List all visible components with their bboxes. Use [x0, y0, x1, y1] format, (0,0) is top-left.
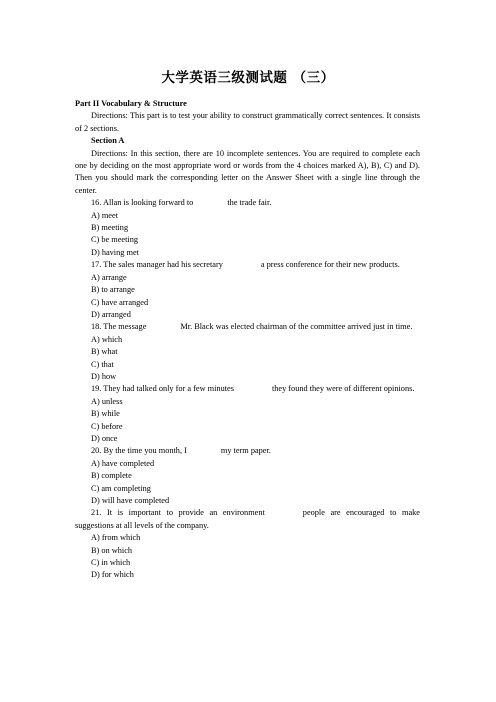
question-stem: people are encouraged to make suggestions at all levels of the company.	[75, 508, 420, 530]
option: B) while	[91, 409, 120, 419]
question-stem: they found they were of different opinions.	[271, 384, 415, 394]
option: B) to arrange	[91, 285, 135, 295]
question-stem: 18. The message	[91, 322, 147, 332]
question-stem: 21. It is important to provide an environment	[91, 508, 265, 518]
option: B) what	[91, 347, 118, 357]
option: A) from which	[91, 533, 141, 543]
question-stem: the trade fair.	[227, 198, 272, 208]
question-16	[75, 197, 420, 209]
question-stem: a press conference for their new products.	[260, 260, 400, 270]
question-stem: 20. By the time you month, I	[91, 446, 187, 456]
question-20	[75, 445, 420, 457]
option: A) arrange	[91, 272, 127, 282]
option: C) before	[91, 421, 123, 431]
option: D) once	[91, 433, 118, 443]
question-stem: Mr. Black was elected chairman of the committee arrived just in time.	[180, 322, 413, 332]
option: D) arranged	[91, 309, 131, 319]
option: C) have arranged	[91, 297, 149, 307]
question-19	[75, 383, 420, 395]
directions-section: Directions: In this section, there are 10 incomplete sentences. You are required to complete each one by deciding on the most appropriate word or words from the 4 choices marked A), B), C) and D). Then you should mark the corresponding letter on the Answer Sheet with a single line through the center.	[75, 148, 420, 195]
option: C) be meeting	[91, 235, 139, 245]
option: C) am completing	[91, 483, 151, 493]
section-heading: Section A	[91, 136, 125, 146]
question-stem: my term paper.	[220, 446, 271, 456]
question-stem: 17. The sales manager had his secretary	[91, 260, 223, 270]
document-body	[75, 98, 420, 582]
option: D) for which	[91, 570, 134, 580]
question-stem: 16. Allan is looking forward to	[91, 198, 194, 208]
option: A) unless	[91, 396, 123, 406]
option: A) have completed	[91, 458, 155, 468]
option: B) meeting	[91, 223, 129, 233]
option: D) how	[91, 371, 117, 381]
option: D) will have completed	[91, 496, 170, 505]
option: C) in which	[91, 558, 131, 568]
option: D) having met	[91, 247, 139, 257]
question-17	[75, 259, 420, 271]
page-title: 大学英语三级测试题 （三）	[161, 70, 335, 86]
question-stem: 19. They had talked only for a few minutes	[91, 384, 234, 394]
question-18	[75, 321, 420, 333]
part-heading: Part II Vocabulary & Structure	[75, 99, 187, 108]
option: A) which	[91, 334, 123, 344]
option: B) complete	[91, 471, 132, 481]
option: A) meet	[91, 210, 118, 220]
question-21	[75, 507, 420, 532]
option: C) that	[91, 359, 114, 369]
option: B) on which	[91, 545, 133, 555]
directions-part: Directions: This part is to test your ability to construct grammatically correct sentences. It consists of 2 sections.	[75, 111, 420, 133]
